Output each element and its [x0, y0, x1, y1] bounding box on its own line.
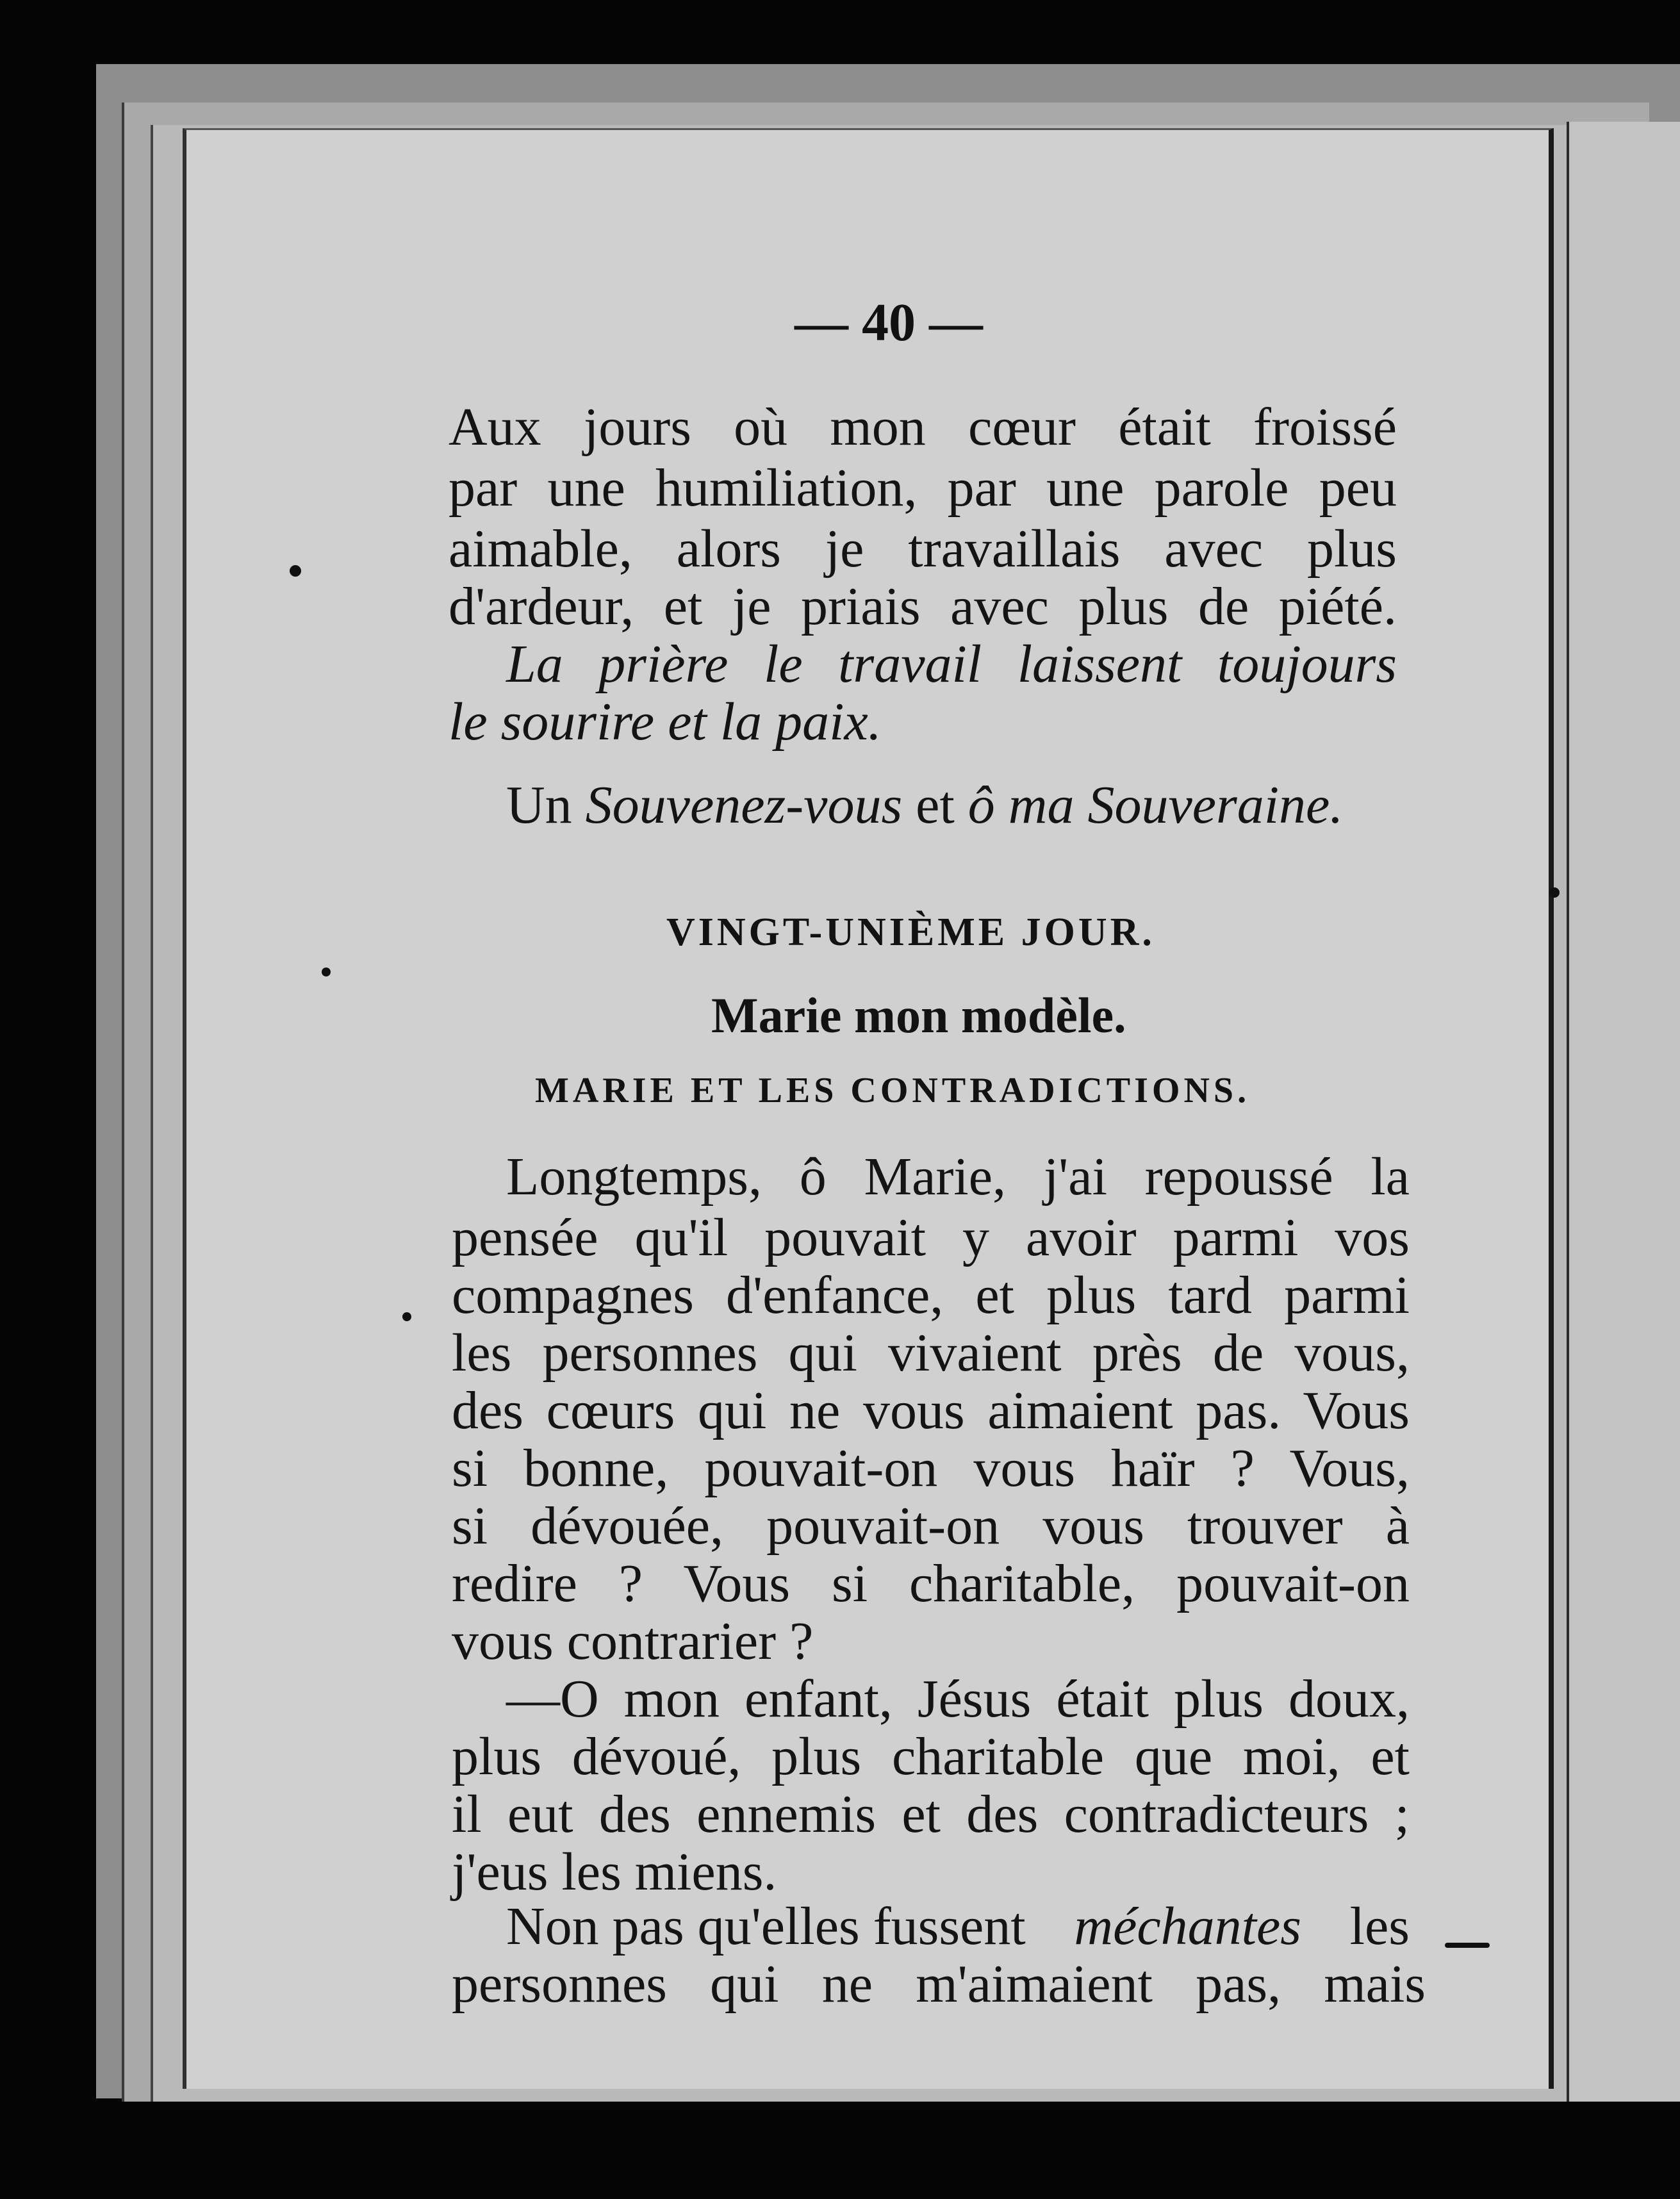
paragraph-3-prayer-2: ô ma Souveraine.	[968, 775, 1344, 835]
paragraph-3-prefix: Un	[506, 775, 586, 835]
paragraph-5-line-2: plus dévoué, plus charitable que moi, et	[452, 1727, 1410, 1786]
ink-speck	[402, 1312, 411, 1321]
paragraph-6-line-1-suffix: les	[1336, 1897, 1410, 1956]
paragraph-4-line-3: compagnes d'enfance, et plus tard parmi	[452, 1265, 1410, 1325]
paragraph-5-line-3: il eut des ennemis et des contradicteurs ;	[452, 1784, 1410, 1844]
paragraph-1-line-2: par une humiliation, par une parole peu	[449, 458, 1397, 518]
chapter-day-heading: VINGT-UNIÈME JOUR.	[666, 910, 1155, 954]
ink-speck	[1549, 887, 1560, 898]
ink-streak	[1445, 1943, 1490, 1948]
page-number: — 40 —	[795, 293, 983, 352]
paragraph-3-middle: et	[902, 775, 968, 835]
ink-speck	[322, 968, 331, 976]
paragraph-6-line-1-prefix: Non pas qu'elles fussent	[506, 1897, 1039, 1956]
paragraph-2-line-1: La prière le travail laissent toujours	[506, 634, 1397, 694]
paragraph-4-line-9: vous contrarier ?	[452, 1611, 814, 1671]
paragraph-3	[506, 775, 1403, 835]
paragraph-6-line-2: personnes qui ne m'aimaient pas, mais	[452, 1954, 1426, 2014]
paragraph-3-prayer-1: Souvenez-vous	[585, 775, 903, 835]
paragraph-1-line-1: Aux jours où mon cœur était froissé	[449, 397, 1397, 457]
paragraph-4-line-1: Longtemps, ô Marie, j'ai repoussé la	[506, 1147, 1410, 1207]
ink-speck	[290, 565, 301, 577]
paragraph-6-line-1	[506, 1897, 1410, 1956]
paragraph-1-line-4: d'ardeur, et je priais avec plus de piété.	[449, 577, 1397, 636]
paragraph-1-line-3: aimable, alors je travaillais avec plus	[449, 519, 1397, 579]
paragraph-4-line-2: pensée qu'il pouvait y avoir parmi vos	[452, 1208, 1410, 1267]
paragraph-5-line-1: —O mon enfant, Jésus était plus doux,	[506, 1669, 1410, 1729]
chapter-title-heading: Marie mon modèle.	[711, 987, 1126, 1043]
paragraph-4-line-7: si dévouée, pouvait-on vous trouver à	[452, 1496, 1410, 1556]
paragraph-6-line-1-italic: méchantes	[1074, 1897, 1301, 1956]
paragraph-2-line-2: le sourire et la paix.	[449, 692, 882, 752]
paragraph-4-line-4: les personnes qui vivaient près de vous,	[452, 1323, 1410, 1383]
chapter-subheading: MARIE ET LES CONTRADICTIONS.	[535, 1071, 1251, 1110]
paragraph-4-line-6: si bonne, pouvait-on vous haïr ? Vous,	[452, 1438, 1410, 1498]
paragraph-5-line-4: j'eus les miens.	[452, 1842, 777, 1902]
facing-page-edge	[1567, 122, 1680, 2102]
paragraph-4-line-5: des cœurs qui ne vous aimaient pas. Vous	[452, 1381, 1410, 1440]
paragraph-4-line-8: redire ? Vous si charitable, pouvait-on	[452, 1554, 1410, 1613]
